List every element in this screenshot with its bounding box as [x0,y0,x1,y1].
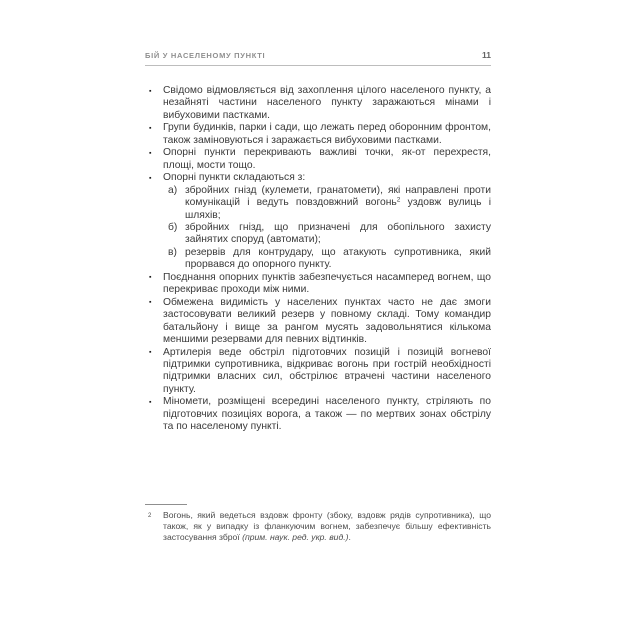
bullet-marker: ▪ [149,274,152,282]
footnote [145,510,491,544]
list-item-text: Поєднання опорних пунктів забезпечується насамперед вогнем, що перекриває проходи між ними. [163,271,491,296]
bullet-marker: ▪ [149,87,152,95]
list-item [145,147,491,172]
list-item-text: Групи будинків, парки і сади, що лежать перед оборонним фронтом, також заміновуються і заражається вибуховими пастками. [163,122,491,146]
sub-list-item [168,222,491,247]
footnote-text-end: . [348,532,351,543]
page-number: 11 [482,50,491,60]
bullet-marker: ▪ [149,174,152,182]
list-item [145,122,491,147]
list-item [145,347,491,397]
sub-item-text-post: уздовж вулиць і шляхів; [185,197,491,221]
page-content [145,85,491,434]
sub-item-text-pre: збройних гнізд (кулемети, гранатомети), які направлені проти комунікацій і ведуть повздовжний вогонь [185,184,491,209]
list-item [145,272,491,297]
list-item-text: Опорні пункти складаються з: [163,172,306,184]
list-item-text: Свідомо відмовляється від захоплення цілого населеного пункту, а незайняті частини населеного пункту заражаються мінами і вибуховими пастками. [163,85,491,121]
sub-item-label: б) [168,221,178,233]
bullet-marker: ▪ [149,349,152,357]
list-item [145,297,491,347]
running-head [145,50,491,66]
footnote-separator [145,504,187,505]
list-item-text: Обмежена видимість у населених пунктах часто не дає змоги застосовувати великий резерв у повному складі. Тому командир батальйону і вище за рангом мусять задовольнятися кількома меншими резервами для певних відтинків. [163,296,491,346]
sub-item-text [185,185,491,221]
chapter-title: БІЙ У НАСЕЛЕНОМУ ПУНКТІ [145,51,266,60]
list-item [145,85,491,122]
sub-list-item [168,247,491,272]
footnote-ref: 2 [396,196,401,204]
list-item-text: Артилерія веде обстріл підготовчих позицій і позицій вогневої підтримки супротивника, відкриває вогонь при гострій необхідності підтримки власних сил, обстрілює втрачені частини населеного пункту. [163,346,491,395]
list-item [145,396,491,433]
bullet-marker: ▪ [149,299,152,307]
list-item-text: Міномети, розміщені всередині населеного пункту, стріляють по підготовчих позиціях ворога, а також — по мертвих зонах обстрілу та по населеному пункті. [163,396,491,433]
list-item-text: Опорні пункти перекривають важливі точки, як-от перехрестя, площі, мости тощо. [163,147,491,171]
footnote-attribution: (прим. наук. ред. укр. вид.) [242,532,349,543]
bullet-marker: ▪ [149,149,152,157]
sub-item-text: резервів для контрудару, що атакують супротивника, який прорвався до опорного пункту. [185,246,491,271]
list-item [145,172,491,272]
sub-list-item [168,185,491,222]
sub-item-text: збройних гнізд, що призначені для обопільного захисту зайнятих споруд (автомати); [185,221,491,246]
footnote-marker: 2 [148,513,152,519]
sub-item-label: а) [168,184,178,196]
sub-list [163,185,491,272]
footnote-text: Вогонь, який ведеться вздовж фронту (збоку, вздовж рядів супротивника), що також, як у випадку із фланкуючим вогнем, забезпечує більшу ефективність застосування зброї [163,510,491,543]
bullet-marker: ▪ [149,124,152,132]
sub-item-label: в) [168,246,177,258]
bullet-marker: ▪ [149,398,152,406]
bullet-list [145,85,491,434]
